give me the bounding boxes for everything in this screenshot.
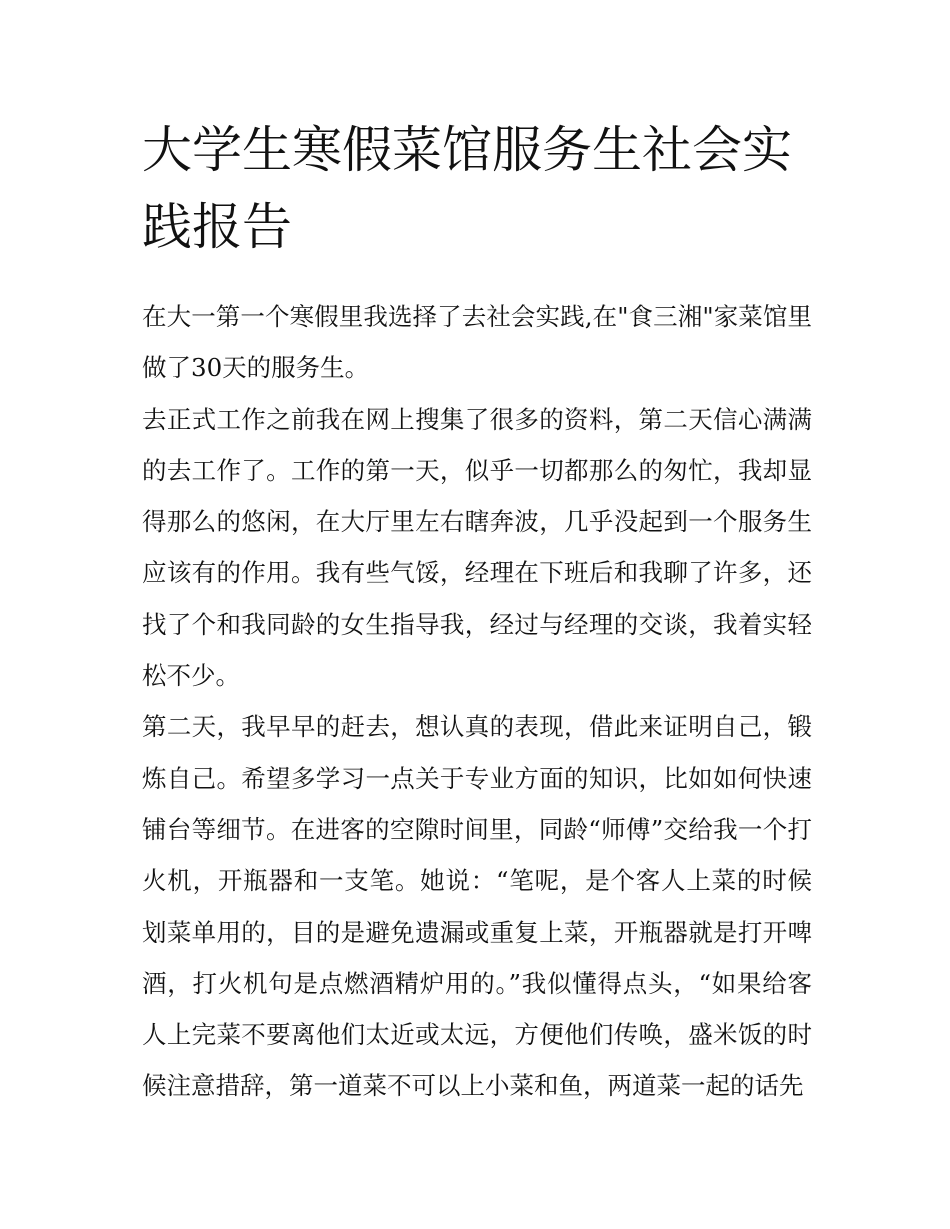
paragraph-second-day: 第二天，我早早的赶去，想认真的表现，借此来证明自己，锻炼自己。希望多学习一点关于专业方面的知识，比如如何快速铺台等细节。在进客的空隙时间里，同龄“师傅”交给我一个打火机，开瓶器和一支笔。她说：“笔呢，是个客人上菜的时候划菜单用的，目的是避免遗漏或重复上菜，开瓶器就是打开啤酒，打火机句是点燃酒精炉用的。”我似懂得点头，“如果给客人上完菜不要离他们太近或太远，方便他们传唤，盛米饭的时候注意措辞，第一道菜不可以上小菜和鱼，两道菜一起的话先 (142, 712, 812, 1101)
paragraph-intro: 在大一第一个寒假里我选择了去社会实践,在"食三湘"家菜馆里做了30天的服务生。 (142, 302, 812, 383)
paragraph-first-day: 去正式工作之前我在网上搜集了很多的资料，第二天信心满满的去工作了。工作的第一天，似乎一切都那么的匆忙，我却显得那么的悠闲，在大厅里左右瞎奔波，几乎没起到一个服务生应该有的作用。我有些气馁，经理在下班后和我聊了许多，还找了个和我同龄的女生指导我，经过与经理的交谈，我着实轻松不少。 (142, 404, 812, 691)
document-body (142, 112, 812, 1112)
document-title: 大学生寒假菜馆服务生社会实践报告 (142, 121, 792, 256)
